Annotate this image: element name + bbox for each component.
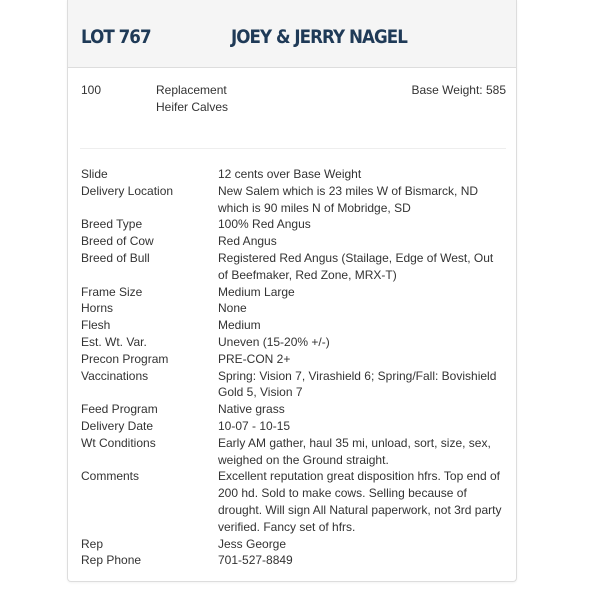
detail-label: Frame Size bbox=[81, 284, 143, 299]
detail-label: Rep Phone bbox=[81, 553, 142, 568]
lot-summary bbox=[68, 80, 516, 140]
detail-label: Flesh bbox=[81, 318, 111, 333]
divider bbox=[80, 148, 506, 149]
lot-number: LOT 767 bbox=[81, 26, 151, 48]
detail-value: 12 cents over Base Weight bbox=[218, 167, 362, 181]
lot-details bbox=[68, 166, 516, 569]
detail-row bbox=[68, 284, 516, 301]
detail-label: Breed of Bull bbox=[81, 250, 150, 265]
detail-label: Precon Program bbox=[81, 351, 169, 366]
detail-value: Registered Red Angus (Stailage, Edge of West, Out of Beefmaker, Red Zone, MRX-T) bbox=[218, 250, 494, 282]
detail-row bbox=[68, 233, 516, 250]
detail-value: PRE-CON 2+ bbox=[218, 351, 291, 366]
detail-row bbox=[68, 166, 516, 183]
detail-label: Delivery Date bbox=[81, 418, 154, 433]
detail-row bbox=[68, 216, 516, 233]
detail-row bbox=[68, 435, 516, 469]
detail-value: Jess George bbox=[218, 536, 287, 551]
detail-label: Delivery Location bbox=[81, 183, 174, 198]
detail-label: Breed of Cow bbox=[81, 234, 154, 249]
detail-row bbox=[68, 468, 516, 535]
detail-value: Red Angus bbox=[218, 234, 277, 249]
detail-label: Comments bbox=[81, 469, 140, 484]
detail-row bbox=[68, 250, 516, 284]
detail-row bbox=[68, 183, 516, 217]
detail-value: Spring: Vision 7, Virashield 6; Spring/Fall: Bovishield Gold 5, Vision 7 bbox=[218, 368, 497, 400]
detail-row bbox=[68, 334, 516, 351]
detail-label: Vaccinations bbox=[81, 368, 149, 383]
detail-row bbox=[68, 401, 516, 418]
detail-label: Feed Program bbox=[81, 402, 158, 417]
detail-label: Est. Wt. Var. bbox=[81, 334, 147, 349]
detail-row bbox=[68, 351, 516, 368]
detail-row bbox=[68, 317, 516, 334]
detail-label: Horns bbox=[81, 301, 114, 316]
detail-row bbox=[68, 300, 516, 317]
detail-value: 10-07 - 10-15 bbox=[218, 418, 291, 433]
detail-label: Slide bbox=[81, 167, 108, 181]
detail-value: 701-527-8849 bbox=[218, 553, 293, 568]
detail-value: Medium Large bbox=[218, 284, 295, 299]
detail-value: Early AM gather, haul 35 mi, unload, sort, size, sex, weighed on the Ground straight. bbox=[218, 435, 491, 467]
base-weight: Base Weight: 585 bbox=[411, 83, 506, 97]
detail-value: New Salem which is 23 miles W of Bismarck, ND which is 90 miles N of Mobridge, SD bbox=[218, 183, 479, 215]
detail-label: Breed Type bbox=[81, 217, 143, 232]
detail-row bbox=[68, 418, 516, 435]
head-count: 100 bbox=[81, 83, 102, 97]
detail-label: Rep bbox=[81, 536, 104, 551]
detail-row bbox=[68, 552, 516, 569]
detail-label: Wt Conditions bbox=[81, 435, 156, 450]
lot-header bbox=[68, 0, 516, 68]
seller-name: JOEY & JERRY NAGEL bbox=[231, 26, 407, 48]
detail-value: Excellent reputation great disposition hfrs. Top end of 200 hd. Sold to make cows. Selling because of drought. Will sign All Natural paperwork, not 3rd party verified. Fancy set of hfrs. bbox=[218, 469, 502, 534]
detail-value: Uneven (15-20% +/-) bbox=[218, 334, 330, 349]
detail-value: None bbox=[218, 301, 247, 316]
detail-row bbox=[68, 368, 516, 402]
detail-row bbox=[68, 536, 516, 553]
detail-value: Medium bbox=[218, 318, 261, 333]
detail-value: Native grass bbox=[218, 402, 285, 417]
cattle-description: Replacement Heifer Calves bbox=[156, 83, 229, 114]
lot-card bbox=[67, 0, 517, 582]
detail-value: 100% Red Angus bbox=[218, 217, 311, 232]
